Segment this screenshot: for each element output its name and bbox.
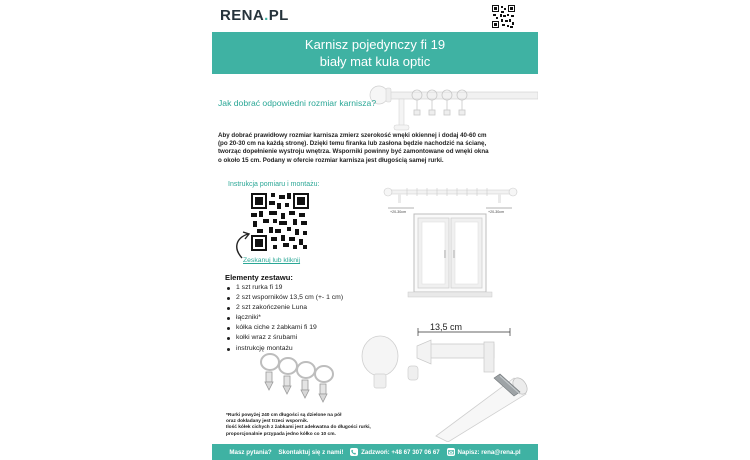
scan-or-click-link[interactable]: Zeskanuj lub kliknij — [243, 257, 301, 264]
product-title-line-1: Karnisz pojedynczy fi 19 — [304, 37, 446, 52]
product-sheet — [212, 0, 538, 460]
footer-contact — [278, 449, 343, 456]
bracket-measure-label: 13,5 cm — [430, 322, 463, 332]
set-contents-list — [226, 283, 343, 354]
curtain-rings-with-clips-illustration — [256, 350, 346, 410]
list-item: łączniki* — [226, 313, 343, 323]
list-item: instrukcję montażu — [226, 344, 343, 354]
list-item: 1 szt rurka fi 19 — [226, 283, 343, 293]
intro-line: o około 15 cm. Podany w ofercie rozmiar karnisza jest długością samej rurki. — [218, 156, 444, 164]
mail-icon — [447, 448, 455, 456]
page-margin-right — [538, 0, 750, 460]
footer-email[interactable] — [447, 448, 521, 456]
intro-line: tworząc dopełnienie wystroju wnętrza. Wsporniki powinny być zamontowane od wnęki okna — [218, 148, 489, 156]
footnote-line: proporcjonalnie przypada jedno kółko co 10 cm. — [226, 431, 336, 437]
rena-logo: RENA.PL — [220, 7, 289, 24]
footnote — [226, 413, 371, 438]
page-margin-left — [0, 0, 212, 460]
footer-email-text: Napisz: rena@rena.pl — [457, 448, 521, 456]
product-title-line-2: biały mat kula optic — [319, 54, 431, 69]
intro-line: (po 20-30 cm na każdą stronę). Dzięki temu firanka lub zasłona będzie nachodzić na ścianę, — [218, 140, 487, 148]
footer-contact-text: Skontaktuj się z nami! — [278, 448, 344, 456]
footnote-line: *Rurki powyżej 240 cm długości są dzielone na pół — [226, 413, 342, 418]
list-item: kółka ciche z żabkami fi 19 — [226, 323, 343, 333]
window-with-rod-illustration — [352, 182, 535, 306]
phone-icon — [350, 448, 358, 456]
footer-question-text: Masz pytania? — [229, 448, 272, 456]
curtain-rod-illustration — [369, 76, 538, 136]
contact-footer — [212, 444, 538, 460]
set-contents-title: Elementy zestawu: — [225, 273, 293, 282]
rod-parts-illustration — [344, 318, 534, 442]
right-gap-label: +20-30cm — [488, 210, 505, 214]
list-item: 2 szt zakończenie Luna — [226, 303, 343, 313]
intro-line: Aby dobrać prawidłowy rozmiar karnisza zmierz szerokość wnęki okiennej i dodaj 40-60 cm — [218, 132, 487, 139]
footer-question — [229, 449, 271, 456]
instructions-label: Instrukcja pomiaru i montażu: — [228, 181, 320, 188]
size-question-heading: Jak dobrać odpowiedni rozmiar karnisza? — [218, 98, 377, 108]
list-item: kołki wraz z śrubami — [226, 333, 343, 343]
footnote-line: oraz dokładany jest trzeci wspornik. — [226, 419, 309, 425]
instructions-qr-code-icon[interactable] — [251, 193, 309, 251]
list-item: 2 szt wsporników 13,5 cm (+- 1 cm) — [226, 293, 343, 303]
footer-phone-text: Zadzwoń: +48 67 307 06 67 — [361, 448, 440, 456]
product-title-banner — [212, 32, 538, 74]
sizing-instructions — [218, 132, 534, 165]
left-gap-label: +20-30cm — [390, 210, 407, 214]
qr-code-icon[interactable] — [491, 4, 516, 29]
footer-phone[interactable] — [350, 448, 440, 456]
footnote-line: Ilość kółek cichych z żabkami jest adekwatna do długości rurki, — [226, 425, 371, 431]
